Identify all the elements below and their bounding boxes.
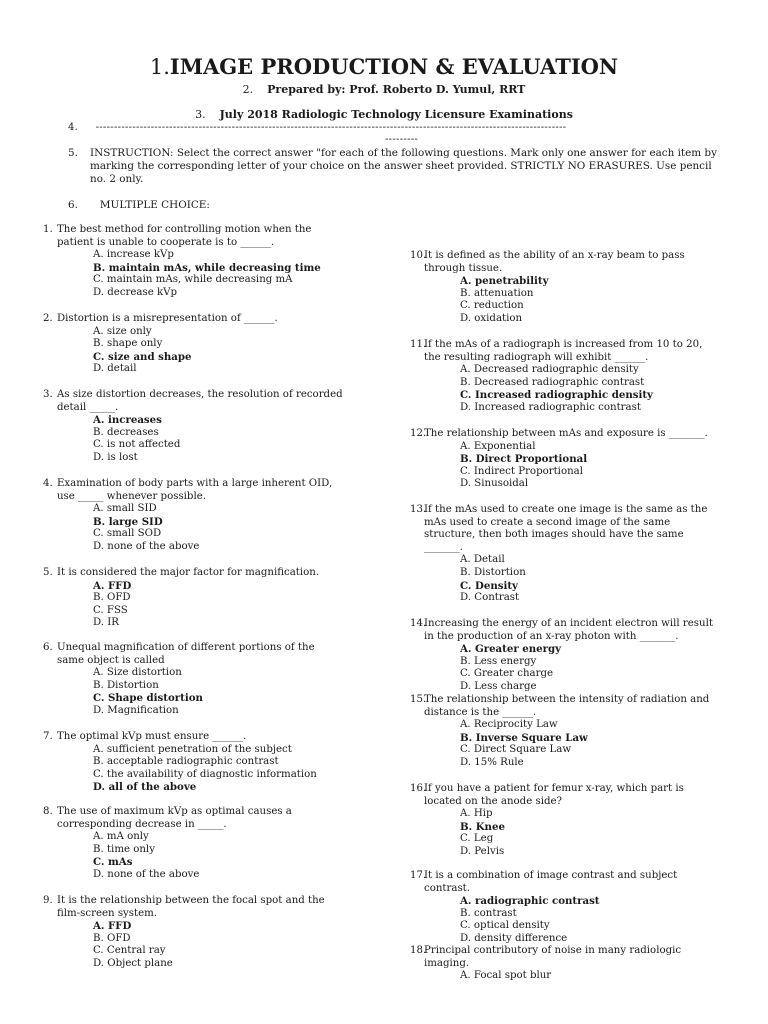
answer-option: D. Increased radiographic contrast <box>460 401 641 413</box>
question-number: 1. <box>43 224 53 235</box>
question-number: 13. <box>410 504 427 515</box>
answer-option: A. sufficient penetration of the subject <box>93 743 292 755</box>
answer-option-correct: C. mAs <box>93 856 133 869</box>
answer-option: A. mA only <box>93 831 149 843</box>
question-15 <box>410 694 715 770</box>
question-3 <box>43 389 343 465</box>
answer-option-correct: C. Density <box>460 579 518 592</box>
answer-option: C. FSS <box>93 604 128 616</box>
answer-option-correct: B. Knee <box>460 820 505 833</box>
question-text: It is considered the major factor for magnification. <box>57 567 320 578</box>
answer-option: C. Central ray <box>93 945 166 957</box>
prepared-number: 2. <box>242 83 254 96</box>
answer-option: C. is not affected <box>93 439 181 451</box>
question-number: 7. <box>43 731 53 742</box>
answer-option: B. OFD <box>93 932 131 944</box>
question-text: It is defined as the ability of an x-ray beam to pass through tissue. <box>424 250 685 274</box>
question-number: 11. <box>410 339 427 350</box>
question-text: Increasing the energy of an incident electron will result in the production of an x-ray photon with _______. <box>424 618 713 642</box>
question-stem <box>43 895 343 920</box>
question-14 <box>410 618 715 694</box>
answer-option: D. IR <box>93 617 119 629</box>
answer-option: B. Distortion <box>93 679 159 691</box>
answer-option: A. Exponential <box>460 440 536 452</box>
question-18 <box>410 945 715 983</box>
question-10 <box>410 250 715 326</box>
question-stem <box>410 694 715 719</box>
question-stem <box>410 618 715 643</box>
question-text: The relationship between mAs and exposure is _______. <box>424 428 708 439</box>
question-text: The optimal kVp must ensure ______. <box>57 731 247 742</box>
question-4 <box>43 478 343 554</box>
question-text: If the mAs of a radiograph is increased from 10 to 20, the resulting radiograph will exhibit ______. <box>424 339 703 363</box>
answer-option: A. Size distortion <box>93 667 182 679</box>
question-text: The use of maximum kVp as optimal causes a corresponding decrease in _____. <box>57 806 292 830</box>
answer-option: B. Decreased radiographic contrast <box>460 376 645 388</box>
answer-option-correct: C. Increased radiographic density <box>460 389 653 402</box>
question-stem <box>43 567 343 580</box>
answer-option-correct: B. Inverse Square Law <box>460 731 588 744</box>
prepared-text: Prepared by: Prof. Roberto D. Yumul, RRT <box>267 83 526 96</box>
question-number: 12. <box>410 428 427 439</box>
exam-text: July 2018 Radiologic Technology Licensure Examinations <box>219 108 573 121</box>
separator-line <box>68 122 728 133</box>
question-stem <box>410 339 715 364</box>
question-12 <box>410 428 715 491</box>
question-stem <box>43 389 343 414</box>
answer-option: C. small SOD <box>93 528 162 540</box>
answer-option-correct: A. increases <box>93 414 162 427</box>
answer-option-correct: A. penetrability <box>460 275 549 288</box>
question-number: 5. <box>43 567 53 578</box>
separator-number: 4. <box>68 122 79 133</box>
answer-option-correct: B. large SID <box>93 515 163 528</box>
question-number: 8. <box>43 806 53 817</box>
question-text: Principal contributory of noise in many radiologic imaging. <box>424 945 682 969</box>
section-number: 6. <box>68 199 78 211</box>
answer-option: A. Hip <box>460 808 493 820</box>
question-number: 14. <box>410 618 427 629</box>
answer-option: C. Greater charge <box>460 668 554 680</box>
page-title <box>0 54 768 79</box>
question-number: 16. <box>410 783 427 794</box>
answer-option: A. increase kVp <box>93 249 174 261</box>
answer-option-correct: C. size and shape <box>93 350 192 363</box>
question-stem <box>410 504 715 554</box>
answer-option: C. optical density <box>460 920 550 932</box>
answer-option: B. Less energy <box>460 655 537 667</box>
question-number: 18. <box>410 945 427 956</box>
instruction-text: INSTRUCTION: Select the correct answer "for each of the following questions. Mark only one answer for each item by marking the corresponding letter of your choice on the answer sheet provided. STRICTLY NO ERASURES. Use pencil no. 2 only. <box>90 147 717 185</box>
question-text: It is the relationship between the focal spot and the film-screen system. <box>57 895 325 919</box>
question-text: As size distortion decreases, the resolution of recorded detail _____. <box>57 389 343 413</box>
question-stem <box>410 250 715 275</box>
question-stem <box>43 313 343 326</box>
answer-option: B. time only <box>93 843 155 855</box>
question-5 <box>43 567 343 630</box>
answer-option: D. detail <box>93 363 137 375</box>
prepared-by <box>0 83 768 96</box>
answer-option: A. Decreased radiographic density <box>460 364 639 376</box>
answer-option: C. Leg <box>460 833 494 845</box>
answer-option: D. none of the above <box>93 868 200 880</box>
title-number: 1. <box>149 55 170 79</box>
answer-option: A. Focal spot blur <box>460 970 552 982</box>
answer-option-correct: C. Shape distortion <box>93 692 203 705</box>
answer-option: B. acceptable radiographic contrast <box>93 756 279 768</box>
question-text: Examination of body parts with a large inherent OID, use _____ whenever possible. <box>57 478 333 502</box>
answer-option: D. Pelvis <box>460 845 505 857</box>
answer-option: D. oxidation <box>460 312 523 324</box>
answer-option: A. Reciprocity Law <box>460 719 558 731</box>
answer-option: D. Sinusoidal <box>460 478 529 490</box>
title-text: IMAGE PRODUCTION & EVALUATION <box>169 54 619 79</box>
answer-option: D. density difference <box>460 932 568 944</box>
question-stem <box>410 428 715 441</box>
question-text: It is a combination of image contrast and subject contrast. <box>424 870 678 894</box>
question-number: 17. <box>410 870 427 881</box>
answer-option: C. the availability of diagnostic information <box>93 768 317 780</box>
section-heading <box>68 199 210 211</box>
question-number: 3. <box>43 389 53 400</box>
question-stem <box>43 478 343 503</box>
answer-option-correct: A. Greater energy <box>460 643 562 656</box>
answer-option-correct: A. radiographic contrast <box>460 895 600 908</box>
answer-option: B. decreases <box>93 426 159 438</box>
question-text: The best method for controlling motion when the patient is unable to cooperate is to ______. <box>57 224 312 248</box>
answer-option: B. OFD <box>93 592 131 604</box>
answer-option: D. Contrast <box>460 592 520 604</box>
question-1 <box>43 224 343 300</box>
answer-option: D. Less charge <box>460 680 537 692</box>
question-text: Distortion is a misrepresentation of ______. <box>57 313 278 324</box>
question-number: 15. <box>410 694 427 705</box>
separator-dashes: -------------------------------------------------------------------------------------------------------------------------------- <box>95 122 567 133</box>
answer-option: B. Distortion <box>460 566 526 578</box>
exam-number: 3. <box>195 108 206 121</box>
question-text: If you have a patient for femur x-ray, which part is located on the anode side? <box>424 783 684 807</box>
question-8 <box>43 806 343 882</box>
question-stem <box>43 224 343 249</box>
answer-option-correct: A. FFD <box>93 920 132 933</box>
question-number: 4. <box>43 478 53 489</box>
question-17 <box>410 870 715 946</box>
answer-option: C. Direct Square Law <box>460 744 572 756</box>
answer-option: C. maintain mAs, while decreasing mA <box>93 274 293 286</box>
separator-line-continued: --------- <box>385 134 419 145</box>
question-7 <box>43 731 343 794</box>
question-text: Unequal magnification of different portions of the same object is called <box>57 642 315 666</box>
answer-option: D. 15% Rule <box>460 756 524 768</box>
question-stem <box>410 870 715 895</box>
instruction-number: 5. <box>68 147 78 159</box>
question-number: 6. <box>43 642 53 653</box>
question-stem <box>43 806 343 831</box>
answer-option: D. decrease kVp <box>93 286 178 298</box>
question-stem <box>43 642 343 667</box>
section-title: MULTIPLE CHOICE: <box>99 199 210 211</box>
answer-option: B. contrast <box>460 907 517 919</box>
answer-option: D. is lost <box>93 451 138 463</box>
question-stem <box>43 731 343 744</box>
question-stem <box>410 945 715 970</box>
question-2 <box>43 313 343 376</box>
question-number: 2. <box>43 313 53 324</box>
question-text: If the mAs used to create one image is the same as the mAs used to create a second image of the same structure, then both images should have the same _______. <box>424 504 708 553</box>
answer-option: B. attenuation <box>460 287 534 299</box>
answer-option-correct: B. maintain mAs, while decreasing time <box>93 261 321 274</box>
question-stem <box>410 783 715 808</box>
question-16 <box>410 783 715 859</box>
question-number: 10. <box>410 250 427 261</box>
exam-title <box>0 108 768 121</box>
answer-option: D. Magnification <box>93 704 179 716</box>
answer-option: C. reduction <box>460 300 524 312</box>
answer-option: C. Indirect Proportional <box>460 465 583 477</box>
question-text: The relationship between the intensity of radiation and distance is the ______. <box>424 694 710 718</box>
answer-option: D. none of the above <box>93 540 200 552</box>
answer-option: A. small SID <box>93 503 157 515</box>
answer-option-correct: B. Direct Proportional <box>460 453 588 466</box>
question-number: 9. <box>43 895 53 906</box>
answer-option-correct: A. FFD <box>93 579 132 592</box>
question-13 <box>410 504 715 605</box>
question-11 <box>410 339 715 415</box>
answer-option-correct: D. all of the above <box>93 781 197 794</box>
answer-option: A. Detail <box>460 554 505 566</box>
question-9 <box>43 895 343 971</box>
answer-option: B. shape only <box>93 338 163 350</box>
instruction-block <box>68 147 723 185</box>
question-6 <box>43 642 343 718</box>
answer-option: D. Object plane <box>93 957 173 969</box>
answer-option: A. size only <box>93 325 152 337</box>
